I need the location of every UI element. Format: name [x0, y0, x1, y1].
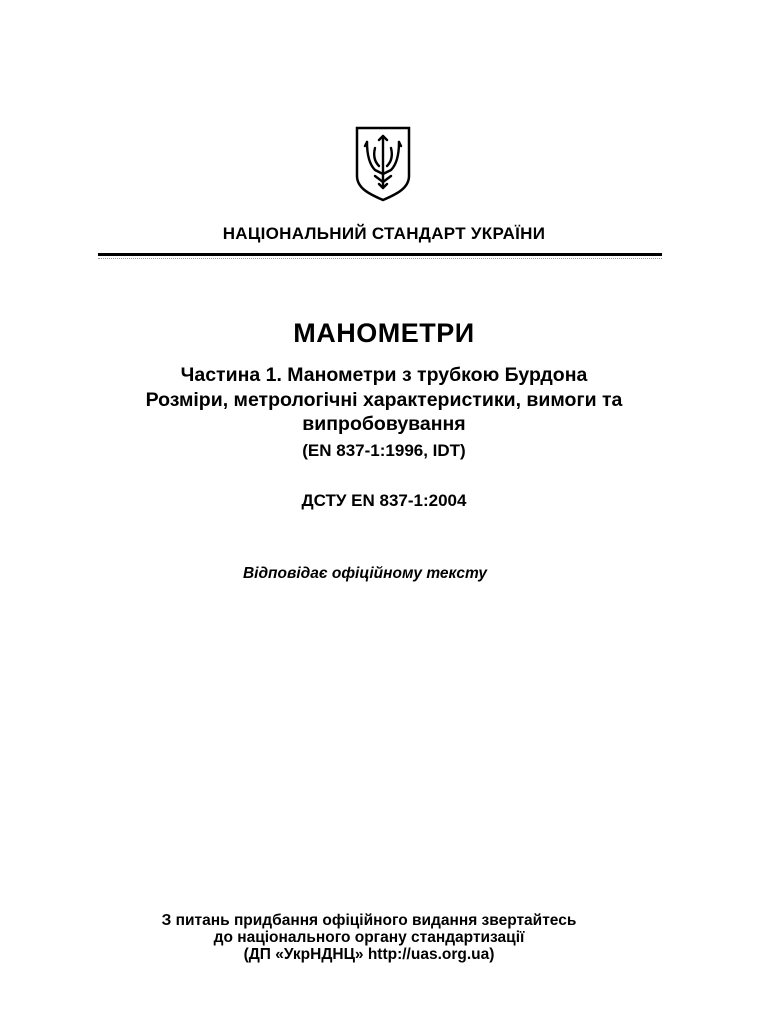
- national-standard-label: НАЦІОНАЛЬНИЙ СТАНДАРТ УКРАЇНИ: [222, 224, 546, 243]
- official-text-notice: Відповідає офіційному тексту: [242, 565, 488, 582]
- subtitle-line-1: Частина 1. Манометри з трубкою Бурдона: [180, 364, 588, 386]
- document-title: МАНОМЕТРИ: [293, 318, 475, 348]
- header-divider: [98, 253, 662, 256]
- trident-emblem-icon: [353, 124, 413, 202]
- subtitle-line-3: випробовування: [302, 413, 466, 435]
- en-reference: (EN 837-1:1996, IDT): [302, 441, 466, 460]
- subtitle-line-2: Розміри, метрологічні характеристики, вимоги та: [145, 389, 623, 411]
- footer-line-1: З питань придбання офіційного видання звертайтесь: [161, 912, 577, 929]
- standard-designation: ДСТУ EN 837-1:2004: [301, 491, 467, 510]
- footer-line-2: до національного органу стандартизації: [213, 929, 525, 946]
- header-divider-dotted: [98, 258, 662, 259]
- footer-line-3: (ДП «УкрНДНЦ» http://uas.org.ua): [243, 946, 495, 963]
